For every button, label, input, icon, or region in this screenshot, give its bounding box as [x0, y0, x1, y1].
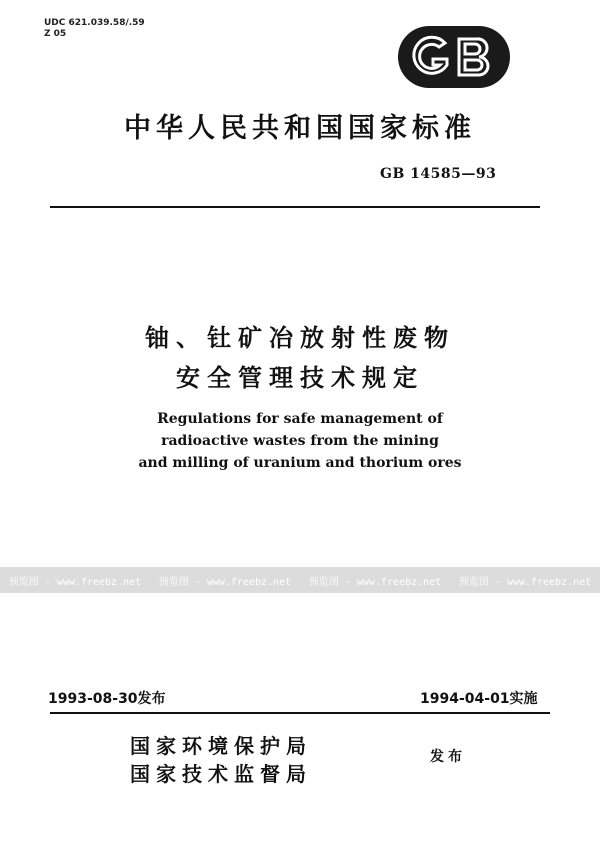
- issuer-line-1: 国家环境保护局: [130, 734, 312, 758]
- watermark-text: 预览图 - www.freebz.net: [8, 576, 142, 588]
- issuing-authorities: [130, 732, 312, 788]
- gb-logo-glyphs: [405, 33, 503, 81]
- issuer-line-2: 国家技术监督局: [130, 762, 312, 786]
- z-code: Z 05: [44, 29, 67, 39]
- issue-date: 1993-08-30发布: [48, 691, 166, 707]
- english-title-line-1: Regulations for safe management of: [157, 411, 443, 427]
- bottom-divider: [50, 712, 550, 714]
- udc-code: UDC 621.039.58/.59: [44, 18, 145, 28]
- standard-number: GB 14585—93: [380, 166, 497, 182]
- watermark-text: 预览图 - www.freebz.net: [308, 576, 442, 588]
- watermark-text: 预览图 - www.freebz.net: [458, 576, 592, 588]
- english-title-line-2: radioactive wastes from the mining: [161, 433, 439, 449]
- effective-date: 1994-04-01实施: [420, 691, 538, 707]
- gb-standard-logo-icon: [398, 26, 510, 88]
- watermark-text: 预览图 - www.freebz.net: [158, 576, 292, 588]
- chinese-title-line-1: 铀、钍矿冶放射性废物: [145, 324, 455, 352]
- chinese-title-line-2: 安全管理技术规定: [176, 364, 424, 392]
- watermark-band: [0, 567, 600, 593]
- english-title: [0, 408, 600, 474]
- english-title-line-3: and milling of uranium and thorium ores: [138, 455, 462, 471]
- org-title: 中华人民共和国国家标准: [124, 113, 476, 144]
- top-divider: [50, 206, 540, 208]
- publish-label: 发布: [430, 749, 466, 765]
- chinese-title: [0, 318, 600, 398]
- classification-codes: [44, 18, 145, 40]
